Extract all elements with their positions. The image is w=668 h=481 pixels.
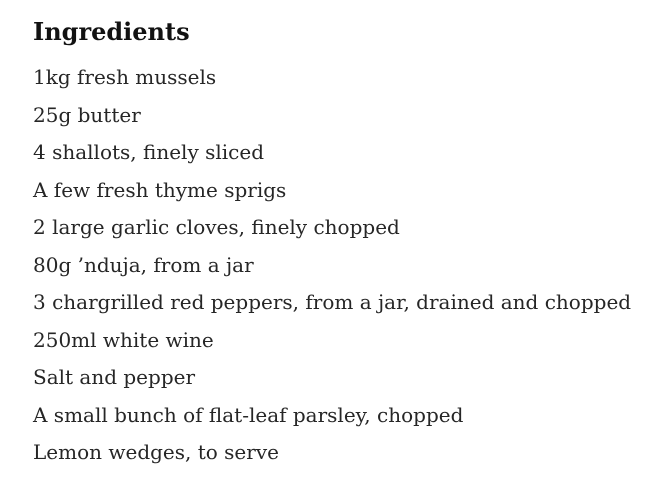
ingredient-item: 25g butter <box>33 102 141 127</box>
ingredients-list <box>33 59 638 472</box>
ingredient-item: 2 large garlic cloves, finely chopped <box>33 215 400 239</box>
ingredient-item: 250ml white wine <box>33 327 214 352</box>
ingredient-item: 1kg fresh mussels <box>33 65 217 89</box>
ingredient-item: 3 chargrilled red peppers, from a jar, drained and chopped <box>33 290 632 314</box>
ingredients-heading: Ingredients <box>33 17 190 46</box>
ingredient-item: A few fresh thyme sprigs <box>33 177 287 202</box>
ingredient-item: 4 shallots, finely sliced <box>33 140 265 164</box>
ingredient-item: Salt and pepper <box>33 365 196 389</box>
ingredient-item: 80g ’nduja, from a jar <box>33 252 254 277</box>
ingredient-item: Lemon wedges, to serve <box>33 440 279 464</box>
ingredient-item: A small bunch of flat-leaf parsley, chopped <box>33 402 464 427</box>
